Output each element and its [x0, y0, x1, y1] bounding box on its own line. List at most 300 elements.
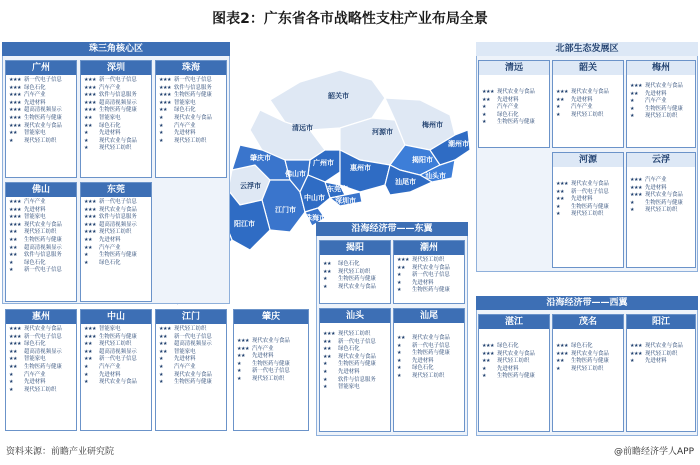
city-card-foshan	[5, 182, 77, 302]
industry-item	[237, 376, 305, 384]
industry-item	[556, 366, 620, 374]
rating-stars: ★	[84, 145, 88, 152]
industry-name: 先进材料	[571, 96, 593, 103]
industry-item	[84, 92, 148, 100]
rating-stars: ★	[323, 276, 327, 283]
rating-stars: ★★	[159, 333, 167, 340]
city-card-shanwei	[393, 308, 465, 432]
rating-stars: ★★	[9, 356, 17, 363]
city-name: 汕尾	[394, 309, 464, 323]
industry-item	[84, 379, 148, 387]
rating-stars: ★★	[323, 346, 331, 353]
industry-item	[630, 207, 692, 215]
map-label-shaoguan: 韶关市	[328, 92, 349, 100]
industry-item	[84, 341, 148, 349]
industry-name: 新一代电子信息	[412, 272, 450, 279]
industry-item	[159, 326, 223, 334]
rating-stars: ★	[397, 279, 401, 286]
industry-name: 生物医药与健康	[497, 373, 535, 380]
rating-stars: ★	[482, 365, 486, 372]
map-label-chaozhou: 潮州市	[448, 140, 469, 148]
industry-name: 现代轻工纺织	[338, 268, 371, 275]
rating-stars: ★★★	[630, 184, 642, 191]
industry-name: 新一代电子信息	[99, 77, 137, 83]
industry-name: 现代农业与食品	[99, 206, 137, 213]
industry-item	[159, 138, 223, 146]
city-card-guangzhou	[5, 60, 77, 178]
industry-name: 现代农业与食品	[174, 114, 212, 121]
industry-name: 新一代电子信息	[338, 338, 376, 345]
city-card-jieyang	[319, 240, 391, 304]
industry-name: 生物医药与健康	[99, 333, 137, 340]
rating-stars: ★★	[397, 335, 405, 341]
rating-stars: ★★★	[9, 122, 21, 129]
industry-item	[9, 77, 73, 85]
industry-list	[6, 197, 76, 277]
map-label-huizhou: 惠州市	[350, 164, 371, 172]
industry-name: 现代农业与食品	[174, 371, 212, 378]
rating-stars: ★	[159, 122, 163, 129]
rating-stars: ★★★	[84, 326, 96, 332]
rating-stars: ★★	[84, 122, 92, 129]
rating-stars: ★	[84, 379, 88, 386]
industry-item	[482, 119, 546, 127]
rating-stars: ★★	[159, 348, 167, 355]
industry-item	[9, 387, 73, 395]
industry-name: 生物医药与健康	[338, 361, 376, 368]
industry-item	[482, 343, 546, 351]
rating-stars: ★★★	[9, 107, 21, 114]
industry-name: 现代轻工纺织	[412, 372, 445, 379]
rating-stars: ★★★	[159, 99, 171, 106]
city-card-shenzhen	[80, 60, 152, 178]
city-name: 东莞	[81, 183, 151, 197]
rating-stars: ★★	[323, 261, 331, 267]
city-card-zhuhai	[155, 60, 227, 178]
rating-stars: ★★	[84, 114, 92, 121]
rating-stars: ★★★	[9, 341, 21, 348]
rating-stars: ★	[84, 130, 88, 137]
map-label-heyuan: 河源市	[372, 128, 393, 136]
industry-item	[9, 341, 73, 349]
city-card-heyuan	[552, 152, 624, 268]
industry-name: 现代农业与食品	[99, 379, 137, 386]
industry-item	[630, 192, 692, 200]
map-label-foshan: 佛山市	[285, 170, 306, 178]
rating-stars: ★★★	[159, 84, 171, 91]
city-card-jiangmen	[155, 309, 227, 431]
rating-stars: ★	[556, 211, 560, 218]
industry-item	[9, 229, 73, 237]
industry-name: 超高清视频显示	[99, 348, 137, 355]
industry-name: 智能家电	[338, 384, 360, 391]
industry-item	[9, 199, 73, 207]
industry-item	[630, 177, 692, 185]
rating-stars: ★	[9, 379, 13, 386]
industry-name: 先进材料	[174, 130, 196, 137]
rating-stars: ★	[482, 119, 486, 126]
industry-name: 智能家电	[174, 348, 196, 355]
industry-item	[323, 346, 387, 354]
industry-item	[84, 364, 148, 372]
industry-name: 现代农业与食品	[497, 350, 535, 357]
industry-name: 绿色石化	[24, 84, 46, 91]
rating-stars: ★★	[556, 196, 564, 203]
rating-stars: ★★	[84, 341, 92, 348]
industry-item	[237, 368, 305, 376]
rating-stars: ★★★	[84, 77, 96, 83]
rating-stars: ★★	[556, 96, 564, 103]
industry-name: 现代轻工纺织	[99, 229, 132, 236]
industry-item	[323, 276, 387, 284]
industry-name: 现代轻工纺织	[338, 331, 371, 337]
rating-stars: ★★	[323, 268, 331, 275]
rating-stars: ★★★	[556, 343, 568, 349]
industry-name: 汽车产业	[497, 104, 519, 111]
industry-item	[9, 326, 73, 334]
industry-name: 生物医药与健康	[338, 276, 376, 283]
industry-item	[9, 130, 73, 138]
industry-name: 绿色石化	[338, 261, 360, 267]
industry-item	[323, 284, 387, 292]
industry-name: 汽车产业	[571, 104, 593, 111]
page-title: 图表2：广东省各市战略性支柱产业布局全景	[212, 11, 488, 27]
east-region-header: 沿海经济带——东翼	[316, 222, 468, 236]
rating-stars: ★	[482, 373, 486, 380]
industry-item	[84, 214, 148, 222]
rating-stars: ★★★	[9, 333, 21, 340]
city-card-yangjiang	[626, 314, 696, 432]
rating-stars: ★★★	[159, 77, 171, 83]
industry-name: 软件与信息服务	[338, 376, 376, 383]
map-label-yangjiang: 阳江市	[234, 220, 255, 228]
industry-item	[482, 358, 546, 366]
industry-item	[159, 341, 223, 349]
industry-name: 超高清视频显示	[99, 221, 137, 228]
rating-stars: ★★★	[9, 221, 21, 228]
industry-name: 智能家电	[24, 356, 46, 363]
industry-item	[9, 252, 73, 260]
rating-stars: ★	[630, 98, 634, 105]
rating-stars: ★★★	[556, 181, 568, 187]
industry-name: 新一代电子信息	[24, 267, 62, 274]
map-label-qingyuan: 清远市	[292, 124, 313, 132]
industry-name: 现代轻工纺织	[645, 350, 678, 357]
industry-name: 先进材料	[99, 236, 121, 243]
industry-name: 现代农业与食品	[412, 264, 450, 271]
rating-stars: ★	[323, 361, 327, 368]
industry-list	[479, 329, 549, 383]
industry-name: 生物医药与健康	[645, 199, 683, 206]
industry-name: 现代农业与食品	[645, 343, 683, 349]
industry-name: 现代农业与食品	[24, 326, 62, 332]
rating-stars: ★	[397, 350, 401, 357]
industry-item	[84, 237, 148, 245]
industry-name: 生物医药与健康	[252, 360, 290, 367]
industry-list	[156, 75, 226, 147]
rating-stars: ★★★	[159, 92, 171, 99]
industry-item	[159, 107, 223, 115]
industry-name: 现代轻工纺织	[24, 137, 57, 144]
rating-stars: ★	[323, 283, 327, 290]
industry-name: 现代轻工纺织	[412, 257, 445, 263]
industry-list	[81, 75, 151, 155]
rating-stars: ★	[323, 384, 327, 391]
rating-stars: ★	[9, 137, 13, 144]
rating-stars: ★★★	[84, 199, 96, 205]
rating-stars: ★★★	[9, 92, 21, 99]
rating-stars: ★★	[84, 236, 92, 243]
industry-item	[84, 130, 148, 138]
industry-name: 先进材料	[645, 90, 667, 97]
industry-name: 超高清视频显示	[24, 244, 62, 251]
city-name: 阳江	[627, 315, 695, 329]
map-label-jiangmen: 江门市	[275, 206, 296, 214]
industry-name: 现代农业与食品	[338, 353, 376, 360]
industry-name: 现代轻工纺织	[571, 211, 604, 218]
industry-name: 先进材料	[412, 357, 434, 364]
industry-name: 超高清视频显示	[24, 107, 62, 114]
industry-name: 现代轻工纺织	[174, 326, 207, 332]
industry-name: 现代轻工纺织	[645, 207, 678, 214]
city-name: 揭阳	[320, 241, 390, 255]
industry-name: 新一代电子信息	[571, 188, 609, 195]
rating-stars: ★★★	[84, 221, 96, 228]
rating-stars: ★★★	[84, 229, 96, 236]
rating-stars: ★★	[9, 252, 17, 259]
industry-list	[479, 75, 549, 129]
industry-name: 现代轻工纺织	[571, 111, 604, 118]
rating-stars: ★	[237, 368, 241, 375]
rating-stars: ★	[482, 111, 486, 118]
industry-name: 先进材料	[252, 353, 274, 360]
industry-name: 现代农业与食品	[497, 89, 535, 95]
city-name: 广州	[6, 61, 76, 75]
industry-item	[630, 83, 692, 91]
rating-stars: ★	[323, 368, 327, 375]
rating-stars: ★★★	[482, 343, 494, 349]
industry-name: 绿色石化	[497, 111, 519, 118]
rating-stars: ★★★	[237, 338, 249, 344]
industry-name: 先进材料	[497, 96, 519, 103]
industry-name: 先进材料	[24, 379, 46, 386]
industry-name: 先进材料	[645, 358, 667, 365]
industry-item	[84, 326, 148, 334]
industry-item	[556, 358, 620, 366]
industry-name: 汽车产业	[645, 98, 667, 105]
industry-name: 现代农业与食品	[412, 335, 450, 341]
city-name: 肇庆	[234, 310, 308, 324]
industry-item	[397, 272, 461, 280]
industry-name: 生物医药与健康	[99, 252, 137, 259]
industry-name: 智能家电	[174, 99, 196, 106]
brand-credit: @前瞻经济学人APP	[613, 447, 694, 457]
rating-stars: ★	[159, 371, 163, 378]
industry-list	[394, 255, 464, 297]
map-label-dongguan: 东莞市	[327, 185, 348, 193]
rating-stars: ★	[397, 287, 401, 294]
rating-stars: ★★	[84, 356, 92, 363]
industry-item	[84, 229, 148, 237]
rating-stars: ★	[9, 259, 13, 266]
industry-item	[323, 261, 387, 269]
industry-list	[156, 324, 226, 389]
industry-name: 汽车产业	[24, 92, 46, 99]
industry-name: 现代农业与食品	[252, 338, 290, 344]
rating-stars: ★	[84, 371, 88, 378]
rating-stars: ★	[397, 357, 401, 364]
city-card-meizhou	[626, 60, 696, 148]
industry-name: 生物医药与健康	[24, 236, 62, 243]
map-label-zhongshan: 中山市	[304, 194, 325, 202]
rating-stars: ★★	[482, 96, 490, 103]
rating-stars: ★★★	[9, 199, 21, 205]
rating-stars: ★★	[556, 358, 564, 365]
industry-name: 超高清视频显示	[99, 99, 137, 106]
industry-name: 现代轻工纺织	[497, 358, 530, 365]
industry-name: 生物医药与健康	[412, 350, 450, 357]
industry-name: 汽车产业	[99, 363, 121, 370]
rating-stars: ★★★	[84, 206, 96, 213]
rating-stars: ★	[159, 137, 163, 144]
rating-stars: ★	[9, 371, 13, 378]
industry-list	[553, 329, 623, 375]
industry-name: 先进材料	[412, 279, 434, 286]
industry-name: 绿色石化	[24, 341, 46, 348]
city-card-shaoguan	[552, 60, 624, 148]
industry-name: 现代农业与食品	[338, 283, 376, 290]
industry-name: 先进材料	[24, 99, 46, 106]
industry-item	[84, 145, 148, 153]
city-name: 佛山	[6, 183, 76, 197]
city-name: 潮州	[394, 241, 464, 255]
rating-stars: ★★★	[84, 333, 96, 340]
industry-item	[84, 199, 148, 207]
industry-name: 现代农业与食品	[24, 221, 62, 228]
industry-name: 绿色石化	[99, 122, 121, 129]
industry-name: 超高清视频显示	[24, 348, 62, 355]
industry-item	[84, 356, 148, 364]
industry-name: 汽车产业	[99, 84, 121, 91]
industry-item	[397, 373, 461, 381]
rating-stars: ★★★	[159, 326, 171, 332]
industry-name: 汽车产业	[174, 122, 196, 129]
rating-stars: ★	[237, 375, 241, 382]
industry-item	[9, 214, 73, 222]
industry-name: 绿色石化	[571, 343, 593, 349]
industry-name: 先进材料	[174, 356, 196, 363]
industry-item	[556, 89, 620, 97]
industry-name: 现代轻工纺织	[174, 137, 207, 144]
source-note: 资料来源：前瞻产业研究院	[6, 447, 115, 457]
rating-stars: ★	[397, 365, 401, 372]
industry-name: 软件与信息服务	[99, 214, 137, 221]
industry-name: 汽车产业	[174, 363, 196, 370]
industry-list	[627, 167, 695, 217]
rating-stars: ★★	[556, 188, 564, 195]
industry-name: 新一代电子信息	[252, 368, 290, 375]
industry-list	[320, 255, 390, 293]
industry-name: 现代农业与食品	[571, 89, 609, 95]
rating-stars: ★★★	[397, 257, 409, 263]
rating-stars: ★★	[397, 264, 405, 271]
city-name: 中山	[81, 310, 151, 324]
rating-stars: ★	[237, 360, 241, 367]
industry-name: 先进材料	[571, 196, 593, 203]
rating-stars: ★★★	[84, 92, 96, 99]
rating-stars: ★	[397, 342, 401, 349]
industry-item	[84, 77, 148, 85]
industry-item	[556, 104, 620, 112]
industry-list	[553, 75, 623, 121]
rating-stars: ★★★	[482, 350, 494, 357]
city-card-huizhou	[5, 309, 77, 431]
rating-stars: ★	[630, 207, 634, 214]
rating-stars: ★★★	[9, 214, 21, 221]
city-card-maoming	[552, 314, 624, 432]
industry-name: 智能家电	[24, 130, 46, 137]
industry-name: 现代轻工纺织	[24, 386, 57, 393]
rating-stars: ★	[556, 104, 560, 111]
industry-item	[556, 211, 620, 219]
industry-name: 生物医药与健康	[24, 114, 62, 121]
rating-stars: ★★	[84, 348, 92, 355]
rating-stars: ★★	[237, 353, 245, 360]
industry-name: 汽车产业	[24, 199, 46, 205]
rating-stars: ★★	[482, 358, 490, 365]
city-name: 韶关	[553, 61, 623, 75]
industry-item	[482, 373, 546, 381]
industry-name: 生物医药与健康	[24, 363, 62, 370]
rating-stars: ★★★	[556, 89, 568, 95]
map-label-shanwei: 汕尾市	[395, 178, 416, 186]
industry-item	[556, 343, 620, 351]
map-label-zhuhai: 珠海市	[305, 214, 326, 222]
industry-item	[9, 138, 73, 146]
city-name: 深圳	[81, 61, 151, 75]
rating-stars: ★★	[9, 229, 17, 236]
rating-stars: ★	[84, 363, 88, 370]
rating-stars: ★★★	[84, 107, 96, 114]
industry-name: 汽车产业	[645, 177, 667, 183]
industry-name: 汽车产业	[99, 244, 121, 251]
industry-list	[6, 324, 76, 396]
city-name: 惠州	[6, 310, 76, 324]
rating-stars: ★★	[9, 363, 17, 370]
rating-stars: ★★★	[84, 214, 96, 221]
industry-list	[627, 75, 695, 123]
industry-item	[556, 112, 620, 120]
industry-name: 智能家电	[99, 114, 121, 121]
industry-name: 先进材料	[338, 368, 360, 375]
industry-list	[234, 324, 308, 386]
industry-name: 新一代电子信息	[174, 77, 212, 83]
city-name: 云浮	[627, 153, 695, 167]
rating-stars: ★★	[9, 236, 17, 243]
industry-list	[81, 324, 151, 389]
map-label-meizhou: 梅州市	[422, 121, 443, 129]
industry-name: 新一代电子信息	[24, 333, 62, 340]
industry-item	[237, 353, 305, 361]
industry-list	[6, 75, 76, 147]
map-label-yunfu: 云浮市	[240, 182, 261, 190]
industry-name: 先进材料	[99, 130, 121, 137]
industry-item	[84, 115, 148, 123]
industry-name: 现代轻工纺织	[645, 113, 678, 120]
industry-name: 智能家电	[24, 214, 46, 221]
rating-stars: ★	[9, 386, 13, 393]
rating-stars: ★★★	[84, 84, 96, 91]
